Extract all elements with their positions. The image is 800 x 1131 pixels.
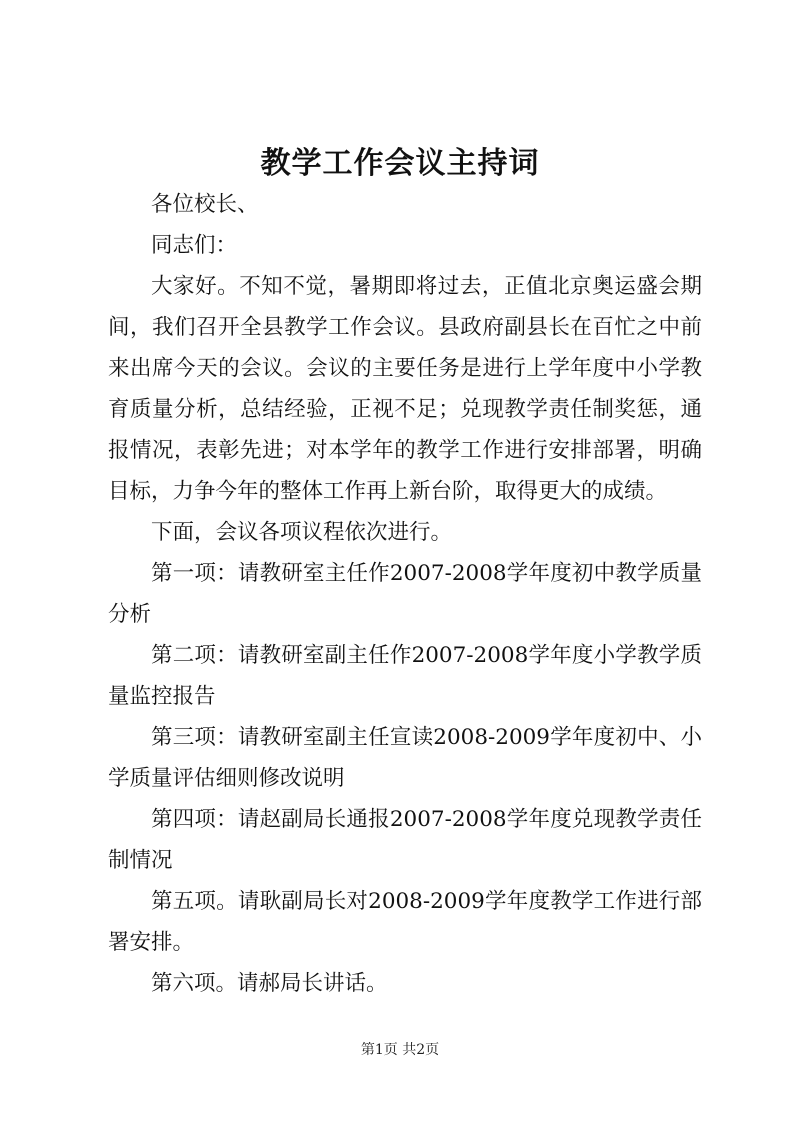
agenda-item-2: 第二项：请教研室副主任作2007-2008学年度小学教学质量监控报告	[108, 643, 702, 709]
opening-paragraph: 大家好。不知不觉，暑期即将过去，正值北京奥运盛会期间，我们召开全县教学工作会议。县政府副县长在百忙之中前来出席今天的会议。会议的主要任务是进行上学年度中小学教育质量分析，总结经验，正视不足；兑现教学责任制奖惩，通报情况，表彰先进；对本学年的教学工作进行安排部署，明确目标，力争今年的整体工作再上新台阶，取得更大的成绩。	[108, 274, 702, 504]
document-body	[108, 184, 702, 1004]
agenda-item-4: 第四项：请赵副局长通报2007-2008学年度兑现教学责任制情况	[108, 807, 702, 873]
salutation-line-1: 各位校长、	[151, 192, 259, 217]
agenda-item-6: 第六项。请郝局长讲话。	[151, 971, 388, 996]
agenda-intro: 下面，会议各项议程依次进行。	[151, 520, 453, 545]
page-number-footer: 第1页 共2页	[360, 1042, 440, 1058]
document-title: 教学工作会议主持词	[260, 146, 540, 181]
agenda-item-5: 第五项。请耿副局长对2008-2009学年度教学工作进行部署安排。	[108, 889, 702, 955]
salutation-line-2: 同志们：	[151, 233, 238, 258]
agenda-item-1: 第一项：请教研室主任作2007-2008学年度初中教学质量分析	[108, 561, 702, 627]
agenda-item-3: 第三项：请教研室副主任宣读2008-2009学年度初中、小学质量评估细则修改说明	[108, 725, 702, 791]
